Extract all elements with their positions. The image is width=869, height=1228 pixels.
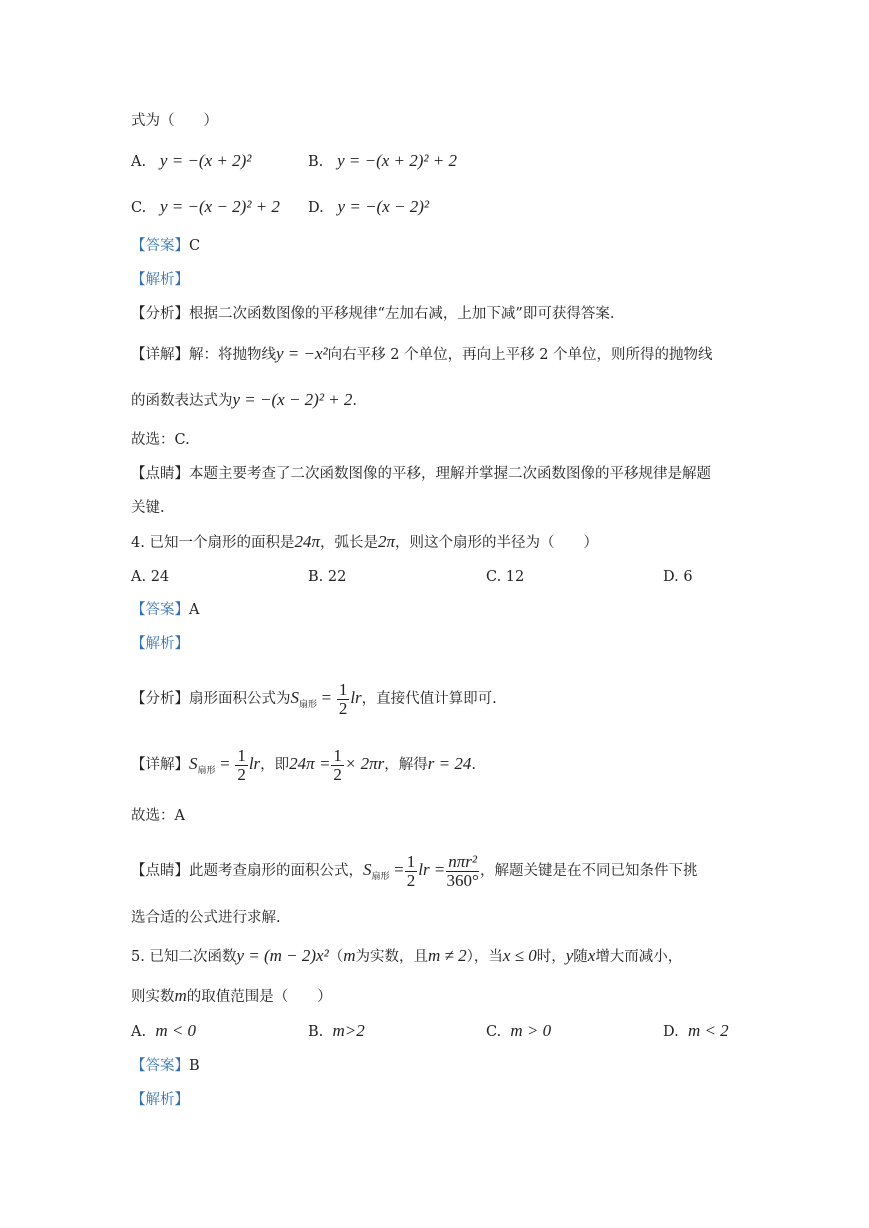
- q3-dianjing-line1: 【点睛】本题主要考查了二次函数图像的平移，理解并掌握二次函数图像的平移规律是解题: [131, 466, 711, 482]
- q5-jiexi-heading: 【解析】: [131, 1092, 189, 1108]
- q5-stem-line2: 则实数m的取值范围是（ ）: [131, 986, 332, 1005]
- q4-dianjing-line2: 选合适的公式进行求解.: [131, 910, 281, 926]
- q4-option-b: B. 22: [308, 569, 347, 585]
- q3-option-b-expr: y = −(x + 2)² + 2: [337, 151, 457, 170]
- q3-option-a-expr: y = −(x + 2)²: [159, 151, 252, 170]
- q5-answer: 【答案】B: [131, 1058, 200, 1074]
- q5-option-c: C. m > 0: [486, 1021, 552, 1040]
- q4-dianjing-line1: 【点睛】此题考查扇形的面积公式，$S_{扇形}$ = $\frac{1}{2}$ lr = $\frac{\text{nπr²}}{360^\circ}$ ，解题关键是在不同已知条件下挑: [131, 851, 698, 890]
- q5-stem-line1: 5. 已知二次函数y = (m − 2)x²（m为实数，且m ≠ 2），当x ≤ 0时，y随x增大而减小，: [131, 946, 683, 965]
- q3-guxuan: 故选：C.: [131, 432, 190, 448]
- q4-xiangjie: 【详解】$S_{扇形}$ = $\frac{1}{2}$ lr，即24π = $\frac{1}{2}$ × 2πr，解得r = 24.: [131, 745, 476, 784]
- q3-option-d: D. y = −(x − 2)²: [308, 197, 429, 216]
- q3-stem-tail: 式为（ ）: [131, 113, 218, 129]
- q5-option-b: B. m>2: [308, 1021, 365, 1040]
- q4-jiexi-heading: 【解析】: [131, 636, 189, 652]
- q4-answer: 【答案】A: [131, 602, 200, 618]
- q3-xiangjie-line2: 的函数表达式为y = −(x − 2)² + 2.: [131, 390, 358, 409]
- q4-option-c: C. 12: [486, 569, 525, 585]
- q4-fenxi: 【分析】扇形面积公式为$S_{扇形}$ = $\frac{1}{2}$ lr，直接代值计算即可.: [131, 679, 497, 718]
- q4-option-a: A. 24: [131, 569, 170, 585]
- q4-option-d: D. 6: [663, 569, 693, 585]
- q3-option-b: B. y = −(x + 2)² + 2: [308, 151, 457, 170]
- q3-option-a: A. y = −(x + 2)²: [131, 151, 252, 170]
- q3-option-c-expr: y = −(x − 2)² + 2: [160, 197, 280, 216]
- q3-dianjing-line2: 关键.: [131, 500, 165, 516]
- q4-guxuan: 故选：A: [131, 808, 185, 824]
- q3-xiangjie-line1: 【详解】解：将抛物线y = −x²向右平移 2 个单位，再向上平移 2 个单位，则所得的抛物线: [131, 344, 713, 363]
- q3-option-c: C. y = −(x − 2)² + 2: [131, 197, 280, 216]
- q3-answer: 【答案】C: [131, 238, 201, 254]
- q3-option-d-expr: y = −(x − 2)²: [337, 197, 429, 216]
- q5-option-a: A. m < 0: [131, 1021, 197, 1040]
- q3-fenxi: 【分析】根据二次函数图像的平移规律“左加右减，上加下减”即可获得答案.: [131, 306, 615, 322]
- q3-jiexi-heading: 【解析】: [131, 272, 189, 288]
- q4-stem: 4. 已知一个扇形的面积是24π，弧长是2π，则这个扇形的半径为（ ）: [131, 532, 599, 551]
- q5-option-d: D. m < 2: [663, 1021, 729, 1040]
